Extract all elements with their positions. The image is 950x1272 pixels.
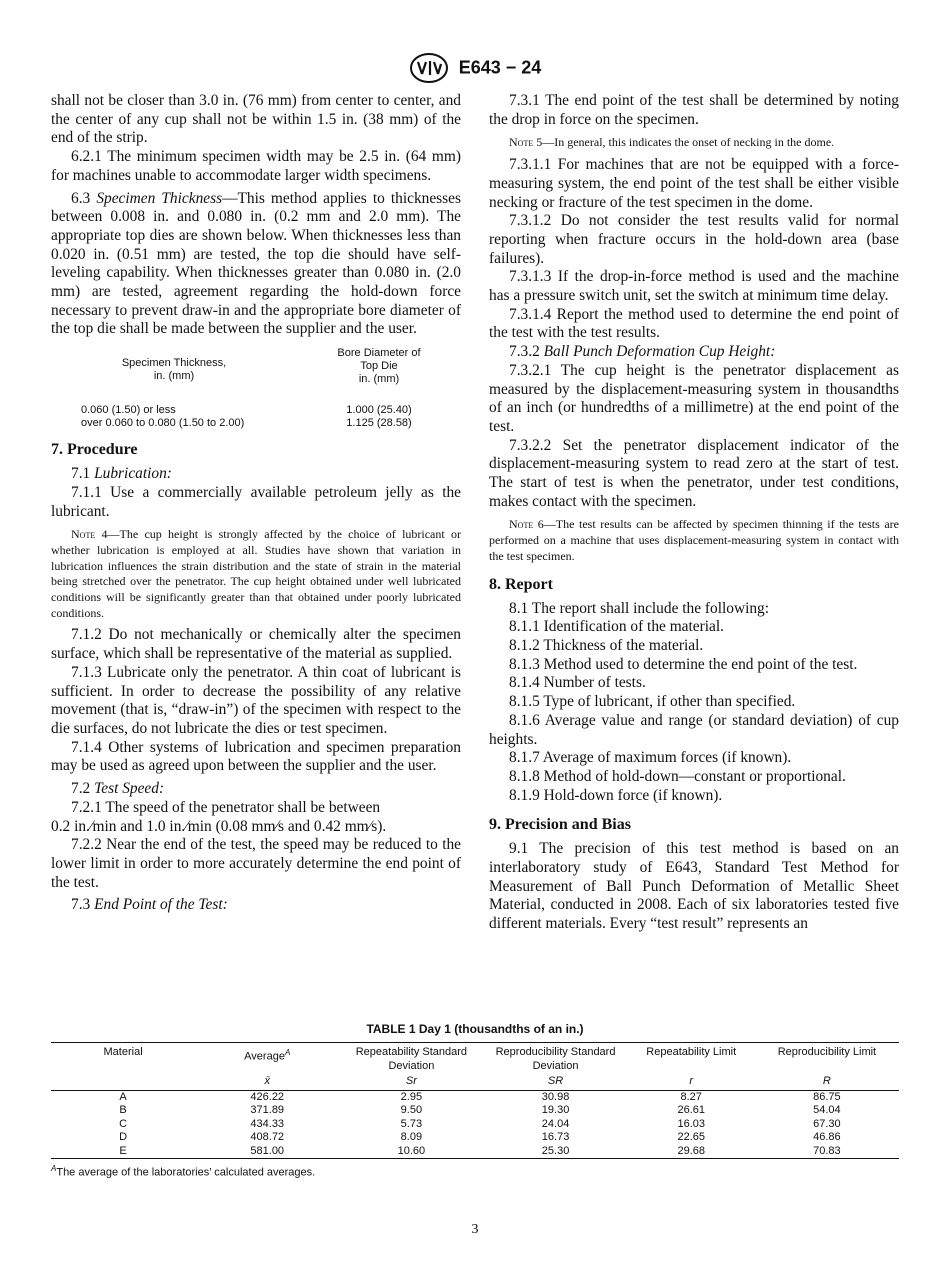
table-cell: 26.61 [677,1104,705,1116]
page-header [0,52,950,84]
table-row [51,1131,899,1145]
column-header: Reproducibility Standard Deviation [483,1043,627,1075]
column-symbol: SR [483,1074,627,1090]
bore-header: Bore Diameter of Top Die in. (mm) [337,347,421,386]
column-header: Repeatability Standard Deviation [339,1043,483,1075]
paragraph: 7.1.1 Use a commercially available petroleum jelly as the lubricant. [51,483,461,520]
column-header: Material [51,1043,195,1075]
table-cell: 24.04 [541,1117,570,1130]
paragraph: 7.1.4 Other systems of lubrication and specimen preparation may be used as agreed upon between the supplier and the user. [51,738,461,775]
bore-cell: 1.000 (25.40) [346,404,412,417]
table-cell: 25.30 [483,1145,627,1159]
column-header: Average$^A$ [195,1043,339,1075]
right-column [489,92,899,934]
thickness-cell: 0.060 (1.50) or less [81,404,176,417]
list-item: 8.1.6 Average value and range (or standard deviation) of cup heights. [489,711,899,748]
table-cell: 408.72 [250,1131,285,1143]
list-item: 8.1.7 Average of maximum forces (if known). [509,749,792,767]
left-column [51,92,461,915]
list-item: 8.1.9 Hold-down force (if known). [509,786,723,804]
column-symbol: Sr [339,1074,483,1090]
table-cell: B [119,1104,127,1116]
table-1 [51,1022,899,1179]
table-cell: 46.86 [813,1131,841,1143]
document-id: E643 − 24 [458,57,542,78]
table-cell: 86.75 [813,1090,841,1103]
paragraph: 6.2.1 The minimum specimen width may be 2.5 in. (64 mm) for machines unable to accommodate larger width specimens. [51,148,461,184]
table-cell: 371.89 [250,1104,285,1116]
paragraph: 7.1.2 Do not mechanically or chemically alter the specimen surface, which shall be representative of the material as supplied. [51,626,461,663]
note-4: Note 4—The cup height is strongly affected by the choice of lubricant or whether lubrication is employed at all. Studies have shown that variation in lubrication influences the strain distribution and the state of strain in the material being stretched over the penetrator. The cup height obtained under well lubricated conditions will be significantly greater than that obtained under poorly lubricated conditions. [51,527,461,620]
column-symbol: R [755,1074,899,1090]
table-cell: A [119,1090,127,1103]
list-item: 8.1.4 Number of tests. [509,674,646,692]
table-cell: 426.22 [250,1090,285,1103]
astm-logo-icon [409,52,449,84]
column-header: Reproducibility Limit [755,1043,899,1075]
table-cell: 29.68 [628,1145,755,1159]
table-row [51,1090,899,1104]
paragraph: 8.1 The report shall include the following: [509,599,770,617]
page-number: 3 [471,1222,479,1237]
table-cell: 19.30 [541,1104,570,1116]
list-item: 8.1.1 Identification of the material. [509,618,724,636]
section-7-1: 7.1 Lubrication: [71,465,172,483]
thickness-header: Specimen Thickness, in. (mm) [121,357,227,383]
thickness-cell: over 0.060 to 0.080 (1.50 to 2.00) [81,417,245,430]
table-row [51,417,461,430]
paragraph: 7.2.1 The speed of the penetrator shall be between [71,798,381,816]
table-cell: 16.03 [677,1117,705,1130]
section-7-2: 7.2 Test Speed: [71,780,165,798]
table-cell: 8.09 [400,1131,423,1143]
section-body: —This method applies to thicknesses between 0.008 in. and 0.080 in. (0.2 mm and 2.0 mm). The appropriate top dies are shown below. When thicknesses less than 0.020 in. (0.51 mm) are tested, the top die should have self-leveling capability. When thicknesses greater than 0.080 in. (2.0 mm) are tested, agreement regarding the hold-down force necessary to prevent draw-in and the appropriate bore diameter of the top die shall be made between the supplier and the user. [51,189,461,338]
table-title: TABLE 1 Day 1 (thousandths of an in.) [366,1022,584,1036]
table-cell: 67.30 [813,1117,841,1130]
paragraph: 7.3.1.3 If the drop-in-force method is used and the machine has a pressure switch unit, set the switch at minimum time delay. [489,268,899,305]
table-cell: D [119,1131,128,1143]
table-cell: 9.50 [400,1104,423,1116]
section-number: 6.3 [71,189,91,207]
list-item: 8.1.8 Method of hold-down—constant or proportional. [509,767,846,785]
table-cell: 5.73 [400,1117,423,1130]
table-cell: 70.83 [755,1145,899,1159]
list-item: 8.1.2 Thickness of the material. [509,636,704,654]
bore-cell: 1.125 (28.58) [346,417,412,430]
top-die-table [51,347,461,430]
paragraph: shall not be closer than 3.0 in. (76 mm) from center to center, and the center of any cup shall not be within 1.5 in. (38 mm) of the end of the strip. [51,92,461,147]
list-item: 8.1.5 Type of lubricant, if other than specified. [509,693,796,711]
column-symbol [51,1074,195,1090]
section-7-3: 7.3 End Point of the Test: [71,896,228,914]
section-title: Specimen Thickness [96,189,223,207]
paragraph: 7.3.1.1 For machines that are not be equipped with a force-measuring system, the end point of the test shall be either visible necking or fracture of the test specimen in the dome. [489,156,899,211]
note-6: Note 6—The test results can be affected by specimen thinning if the tests are performed on a machine that uses displacement-measuring system in contact with the test specimen. [489,517,899,563]
paragraph: 7.3.1 The end point of the test shall be determined by noting the drop in force on the specimen. [489,92,899,128]
paragraph: 7.3.2.1 The cup height is the penetrator displacement as measured by the displacement-measuring system in thousandths of an inch (or hundredths of a millimetre) at the end point of the test. [489,361,899,435]
paragraph: 7.1.3 Lubricate only the penetrator. A thin coat of lubricant is sufficient. In order to decrease the possibility of any relative movement (that is, “draw-in”) of the specimen with respect to the die surfaces, do not lubricate the dies or test specimen. [51,663,461,737]
table-cell: 10.60 [339,1145,483,1159]
table-cell: 22.65 [677,1131,705,1143]
table-cell: 16.73 [541,1131,570,1143]
table-cell: 581.00 [195,1145,339,1159]
table-row [51,1145,899,1159]
paragraph: 0.2 in.⁄min and 1.0 in.⁄min (0.08 mm⁄s and 0.42 mm⁄s). [51,817,387,835]
list-item: 8.1.3 Method used to determine the end point of the test. [509,655,858,673]
table-cell: E [51,1145,195,1159]
section-heading-precision: 9. Precision and Bias [489,816,631,834]
section-heading-report: 8. Report [489,575,553,593]
precision-table [51,1042,899,1159]
section-6-3 [51,190,461,340]
paragraph: 7.3.1.2 Do not consider the test results valid for normal reporting when fracture occurs in the hold-down area (base failures). [489,212,899,267]
table-row [51,404,461,417]
table-cell: 54.04 [813,1104,841,1116]
paragraph: 7.2.2 Near the end of the test, the speed may be reduced to the lower limit in order to more accurately determine the end point of the test. [51,836,461,891]
column-symbol: r [628,1074,755,1090]
paragraph: 7.3.2.2 Set the penetrator displacement indicator of the displacement-measuring system to read zero at the start of test. The start of test is when the penetrator, under test conditions, makes contact with the specimen. [489,436,899,510]
section-7-3-2: 7.3.2 Ball Punch Deformation Cup Height: [509,343,776,361]
table-row [51,1118,899,1132]
table-row [51,1104,899,1118]
table-footnote: $^A$The average of the laboratories’ calculated averages. [51,1164,316,1179]
table-cell: 30.98 [541,1090,570,1103]
note-5: Note 5—In general, this indicates the onset of necking in the dome. [509,135,835,150]
column-header: Repeatability Limit [628,1043,755,1075]
table-cell: 434.33 [250,1117,285,1130]
table-cell: 8.27 [680,1090,702,1103]
section-heading-procedure: 7. Procedure [51,441,138,459]
table-cell: 2.95 [400,1090,423,1103]
paragraph: 7.3.1.4 Report the method used to determine the end point of the test with the test results. [489,305,899,342]
column-symbol: x̄ [195,1074,339,1090]
table-cell: C [119,1117,128,1130]
paragraph: 9.1 The precision of this test method is based on an interlaboratory study of E643, Standard Test Method for Measurement of Ball Punch Deformation of Metallic Sheet Material, conducted in 2008. Each of six laboratories tested five different materials. Every “test result” represents an [489,840,899,933]
